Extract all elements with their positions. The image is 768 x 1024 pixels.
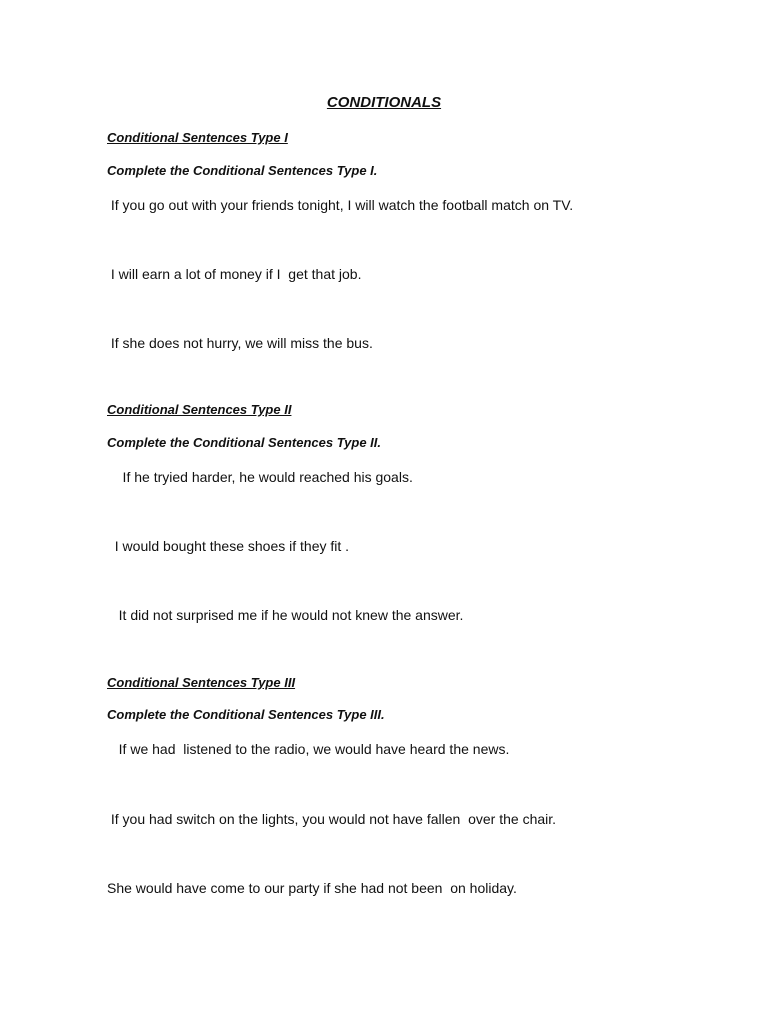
sentence-type-2-3: It did not surprised me if he would not knew the answer. [107,607,464,623]
section-heading-type-1: Conditional Sentences Type I [107,130,288,145]
sentence-type-1-2: I will earn a lot of money if I get that job. [107,266,362,282]
sentence-type-1-1: If you go out with your friends tonight, I will watch the football match on TV. [107,197,574,213]
document-title: CONDITIONALS [326,94,442,111]
sentence-type-3-1: If we had listened to the radio, we would have heard the news. [107,741,510,757]
sentence-type-2-1: If he tryied harder, he would reached his goals. [107,469,413,485]
sentence-type-3-3: She would have come to our party if she had not been on holiday. [107,880,517,896]
sentence-type-2-2: I would bought these shoes if they fit . [107,538,350,554]
section-heading-type-2: Conditional Sentences Type II [107,402,292,417]
instruction-type-2: Complete the Conditional Sentences Type II. [107,435,382,450]
sentence-type-1-3: If she does not hurry, we will miss the bus. [107,335,373,351]
instruction-type-3: Complete the Conditional Sentences Type III. [107,707,385,722]
sentence-type-3-2: If you had switch on the lights, you would not have fallen over the chair. [107,811,557,827]
instruction-type-1: Complete the Conditional Sentences Type I. [107,163,378,178]
section-heading-type-3: Conditional Sentences Type III [107,675,296,690]
